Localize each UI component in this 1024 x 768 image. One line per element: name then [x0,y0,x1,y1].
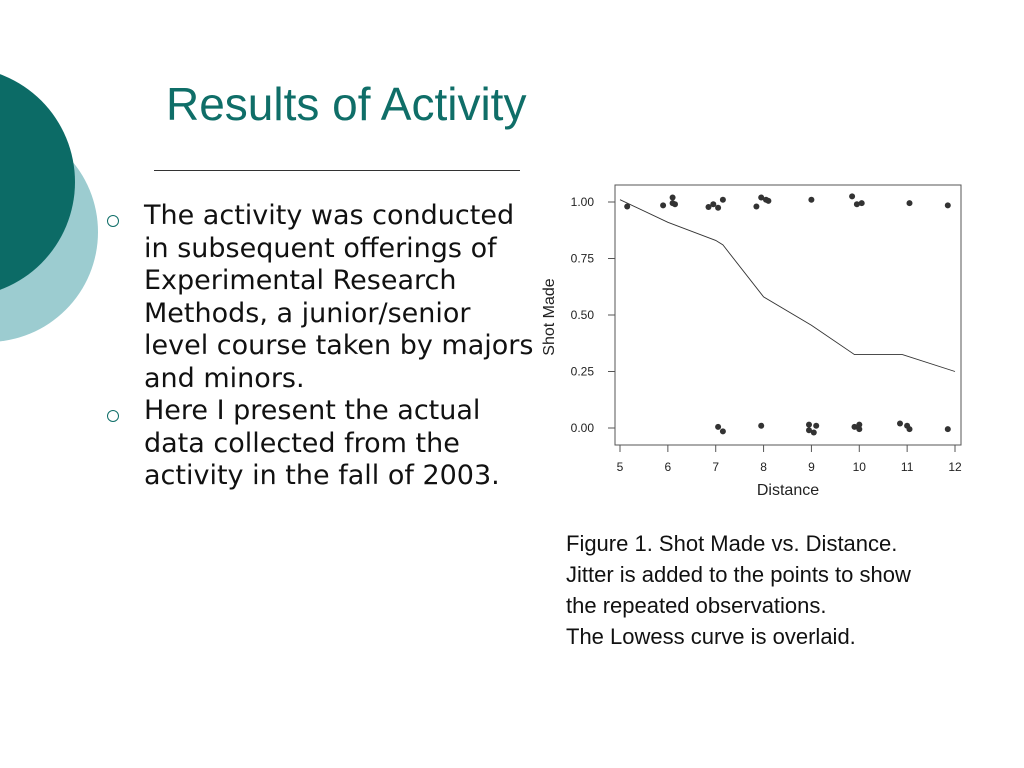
data-point [758,423,764,429]
data-point [859,200,865,206]
x-axis-label: Distance [756,482,820,499]
data-point [715,424,721,430]
x-axis [617,445,962,474]
data-points [624,193,951,435]
x-tick-label: 8 [760,460,767,474]
hollow-circle-bullet-icon [107,215,119,227]
y-axis [571,195,615,435]
caption-line: The Lowess curve is overlaid. [566,624,856,649]
data-point [811,430,817,436]
data-point [806,422,812,428]
data-point [765,198,771,204]
y-tick-label: 1.00 [570,195,594,209]
data-point [907,426,913,432]
data-point [945,426,951,432]
data-point [720,197,726,203]
data-point [720,428,726,434]
plot-frame [615,185,961,445]
data-point [624,204,630,210]
data-point [808,197,814,203]
caption-line: the repeated observations. [566,593,827,618]
title-underline [154,170,520,171]
figure-caption [566,528,1006,652]
bullet-item-data [104,395,534,493]
y-tick-label: 0.75 [570,251,594,266]
data-point [670,195,676,201]
x-tick-label: 12 [948,460,962,474]
y-axis-label: Shot Made [541,278,558,356]
x-tick-label: 9 [808,460,815,474]
caption-line: Figure 1. Shot Made vs. Distance. [566,531,898,556]
caption-line: Jitter is added to the points to show [566,562,911,587]
hollow-circle-bullet-icon [107,410,119,422]
lowess-curve [620,200,955,372]
y-tick-label: 0.50 [570,308,594,322]
y-tick-label: 0.00 [570,421,594,435]
data-point [907,200,913,206]
data-point [856,422,862,428]
data-point [945,202,951,208]
data-point [753,204,759,210]
slide-title: Results of Activity [166,78,527,130]
data-point [715,205,721,211]
data-point [660,202,666,208]
data-point [849,193,855,199]
data-point [897,421,903,427]
data-point [672,201,678,207]
bullet-list [104,200,534,493]
y-tick-label: 0.25 [570,364,594,379]
x-tick-label: 11 [900,460,914,474]
bullet-text: The activity was conducted in subsequent offerings of Experimental Research Methods, a junior/senior level course taken by majors and minors. [144,200,534,394]
x-tick-label: 6 [664,460,672,474]
x-tick-label: 10 [852,460,866,474]
x-tick-label: 7 [712,460,720,474]
x-tick-label: 5 [616,460,624,474]
bullet-text: Here I present the actual data collected from the activity in the fall of 2003. [144,395,500,491]
data-point [813,423,819,429]
bullet-item-activity [104,200,534,395]
shot-made-vs-distance-chart [530,180,970,510]
